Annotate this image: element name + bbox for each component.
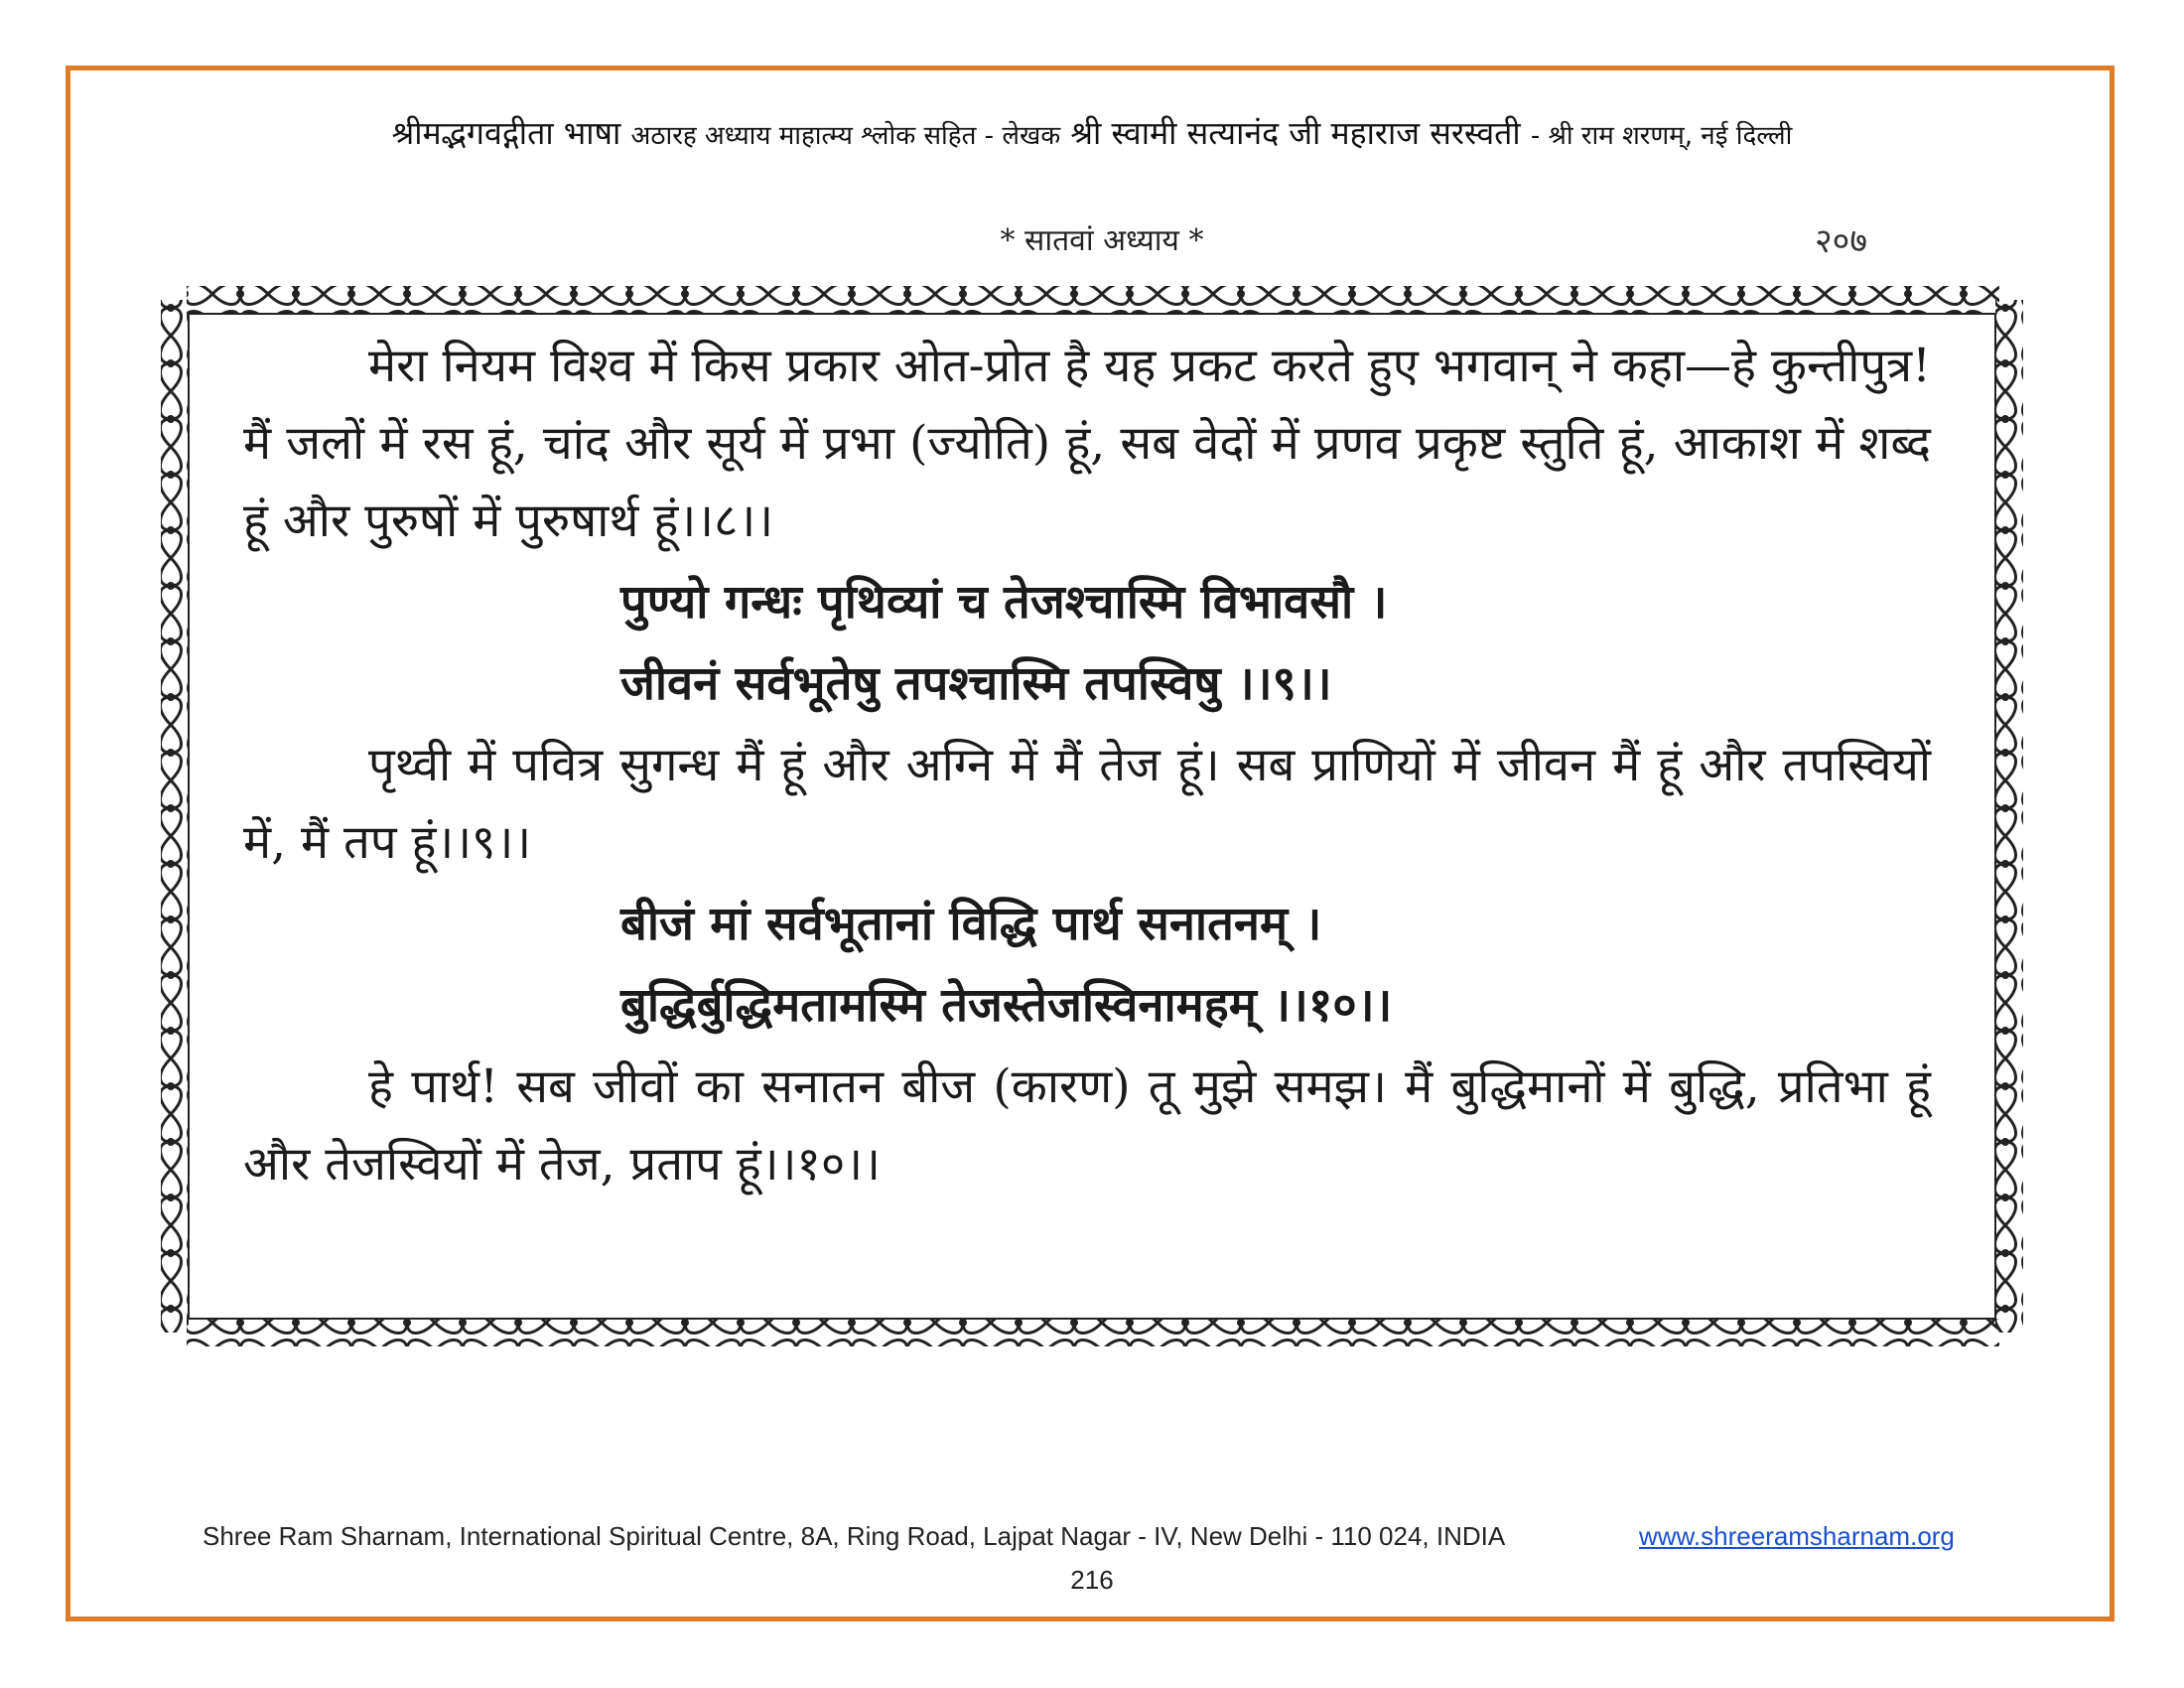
header-title-main: श्रीमद्भगवद्गीता भाषा [391,114,621,152]
commentary-paragraph-9: पृथ्वी में पवित्र सुगन्ध मैं हूं और अग्नि में मैं तेज हूं। सब प्राणियों में जीवन मैं हूं और तपस्वियों में, मैं तप हूं।।९।। [243,738,1931,870]
header-publisher: श्री राम शरणम्, नई दिल्ली [1548,121,1793,151]
chapter-heading: * सातवां अध्याय * [1000,223,1204,258]
book-page-number: २०७ [1815,221,1868,261]
verse-9-line-2: जीवनं सर्वभूतेषु तपश्चास्मि तपस्विषु ।।९।। [620,656,1332,711]
commentary-paragraph-8: मेरा नियम विश्व में किस प्रकार ओत-प्रोत है यह प्रकट करते हुए भगवान् ने कहा—हे कुन्तीपुत्र! मैं जलों में रस हूं, चांद और सूर्य में प्रभा (ज्योति) हूं, सब वेदों में प्रणव प्रकृष्ट स्तुति हूं, आकाश में शब्द हूं और पुरुषों में पुरुषार्थ हूं।।८।। [243,339,1931,548]
header-separator: - [1530,121,1549,151]
footer-page-number: 216 [1070,1565,1114,1595]
border-bottom [187,1319,1999,1346]
header-title-sub: अठारह अध्याय माहात्म्य श्लोक सहित - लेखक [630,121,1061,151]
commentary-paragraph-10: हे पार्थ! सब जीवों का सनातन बीज (कारण) तू मुझे समझ। मैं बुद्धिमानों में बुद्धि, प्रतिभा हूं और तेजस्वियों में तेज, प्रताप हूं।।१०।। [243,1059,1931,1192]
footer-website-link[interactable]: www.shreeramsharnam.org [1639,1521,1955,1551]
page-header [66,111,2118,154]
verse-9-line-1: पुण्यो गन्धः पृथिव्यां च तेजश्चास्मि विभावसौ । [620,575,1388,630]
header-author: श्री स्वामी सत्यानंद जी महाराज सरस्वती [1070,114,1521,152]
footer-address: Shree Ram Sharnam, International Spiritual Centre, 8A, Ring Road, Lajpat Nagar - IV, New Delhi - 110 024, INDIA [203,1521,1506,1551]
border-top [187,286,1999,314]
border-right [1995,300,2023,1333]
page-content [243,328,1931,1203]
verse-10-line-1: बीजं मां सर्वभूतानां विद्धि पार्थ सनातनम् । [620,897,1322,951]
border-left [161,300,189,1333]
verse-10-line-2: बुद्धिर्बुद्धिमतामस्मि तेजस्तेजस्विनामहम् ।।१०।। [620,978,1393,1033]
